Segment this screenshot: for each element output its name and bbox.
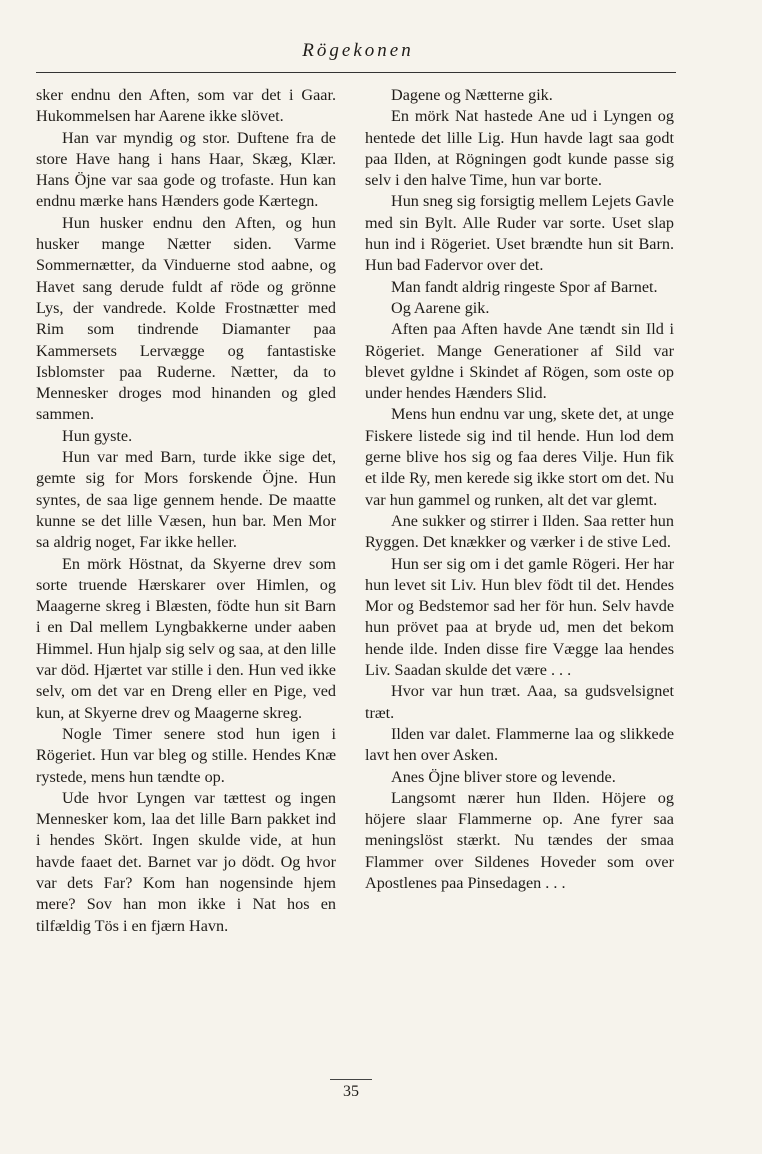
paragraph: Hun husker endnu den Aften, og hun husker mange Nætter siden. Varme Sommernætter, da Vinduerne stod aabne, og Havet sang derude fuldt af röde og grönne Lys, der vandrede. Kolde Frostnætter med Rim som tindrende Diamanter paa Kammersets Lervægge og fantastiske Isblomster paa Ruderne. Nætter, da to Mennesker droges mod hinanden og gled sammen.	[36, 213, 336, 424]
paragraph: Dagene og Nætterne gik.	[391, 86, 553, 104]
paragraph: Aften paa Aften havde Ane tændt sin Ild i Rögeriet. Mange Generationer af Sild var blevet gyldne i Skindet af Rögen, som oste op under hendes Hænders Slid.	[365, 320, 674, 403]
left-column	[36, 85, 336, 937]
paragraph: Nogle Timer senere stod hun igen i Rögeriet. Hun var bleg og stille. Hendes Knæ rystede, mens hun tændte op.	[36, 724, 336, 786]
running-title: Rögekonen	[302, 40, 414, 61]
paragraph: Ilden var dalet. Flammerne laa og slikkede lavt hen over Asken.	[365, 724, 674, 765]
paragraph: Og Aarene gik.	[391, 298, 490, 317]
paragraph: En mörk Höstnat, da Skyerne drev som sorte truende Hærskarer over Himlen, og Maagerne skreg i Blæsten, födte hun sit Barn i en Dal mellem Lyngbakkerne under aaben Himmel. Hun hjalp sig selv og saa, at den lille var död. Hjærtet var stille i den. Hun ved ikke selv, om det var en Dreng eller en Pige, ved kun, at Skyerne drev og Maagerne skreg.	[36, 554, 336, 722]
paragraph: Ane sukker og stirrer i Ilden. Saa retter hun Ryggen. Det knækker og værker i de stive Led.	[365, 511, 674, 552]
paragraph: Hun sneg sig forsigtig mellem Lejets Gavle med sin Bylt. Alle Ruder var sorte. Uset slap hun ind i Rögeriet. Uset brændte hun sit Barn. Hun bad Fadervor over det.	[365, 192, 674, 275]
page-number: 35	[343, 1083, 359, 1100]
paragraph: Mens hun endnu var ung, skete det, at unge Fiskere listede sig ind til hende. Hun lod dem gerne blive hos sig og faa deres Vilje. Hun fik et ilde Ry, men kerede sig ikke stort om det. Nu var hun gammel og runken, alt det var glemt.	[365, 405, 674, 509]
paragraph: Hun ser sig om i det gamle Rögeri. Her har hun levet sit Liv. Hun blev födt til det. Hendes Mor og Bedstemor sad her för hun. Selv havde hun prövet paa at bryde ud, men det bekom hende ilde. Inden disse fire Vægge laa hendes Liv. Saadan skulde det være . . .	[365, 554, 674, 680]
paragraph: Man fandt aldrig ringeste Spor af Barnet.	[391, 277, 658, 296]
paragraph: Han var myndig og stor. Duftene fra de store Have hang i hans Haar, Skæg, Klær. Hans Öjne var saa gode og trofaste. Hun kan endnu mærke hans Hænders gode Kærtegn.	[36, 128, 336, 211]
paragraph: Hun var med Barn, turde ikke sige det, gemte sig for Mors forskende Öjne. Hun syntes, de saa lige gennem hende. De maatte kunne se det lille Væsen, hun bar. Men Mor sa aldrig noget, Far ikke heller.	[36, 448, 336, 552]
header-rule	[36, 72, 676, 73]
footer-rule	[330, 1079, 372, 1080]
paragraph: Langsomt nærer hun Ilden. Höjere og höjere slaar Flammerne op. Ane fyrer saa meningslöst stærkt. Nu tændes der smaa Flammer over Sildenes Hoveder som over Apostlenes paa Pinsedagen . . .	[365, 788, 674, 892]
paragraph: sker endnu den Aften, som var det i Gaar. Hukommelsen har Aarene ikke slövet.	[36, 86, 336, 126]
paragraph: Ude hvor Lyngen var tættest og ingen Mennesker kom, laa det lille Barn pakket ind i hendes Skört. Ingen skulde vide, at hun havde faaet det. Barnet var jo dödt. Og hvor var dets Far? Kom han nogensinde hjem mere? Sov han mon ikke i Nat hos en tilfældig Tös i en fjærn Havn.	[36, 788, 336, 935]
right-column	[365, 85, 674, 894]
paragraph: Hun gyste.	[62, 426, 133, 445]
paragraph: En mörk Nat hastede Ane ud i Lyngen og hentede det lille Lig. Hun havde lagt saa godt paa Ilden, at Rögningen godt kunde passe sig selv i den halve Time, hun var borte.	[365, 107, 674, 190]
paragraph: Anes Öjne bliver store og levende.	[391, 767, 616, 786]
paragraph: Hvor var hun træt. Aaa, sa gudsvelsignet træt.	[365, 682, 674, 722]
